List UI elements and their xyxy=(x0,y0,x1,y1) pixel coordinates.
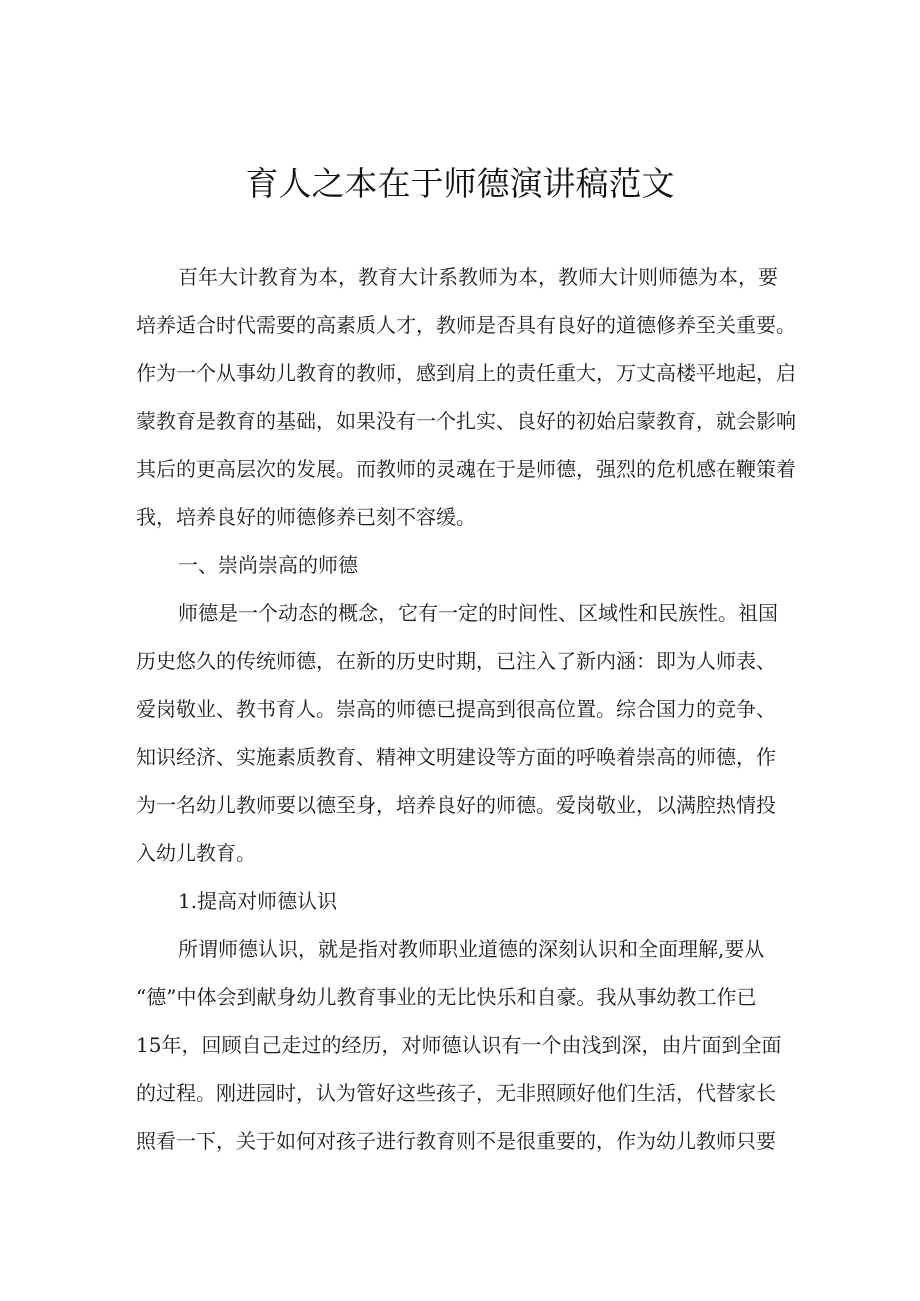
paragraph-line: 历史悠久的传统师德，在新的历史时期，已注入了新内涵：即为人师表、 xyxy=(136,649,776,673)
paragraph-line: “德”中体会到献身幼儿教育事业的无比快乐和自豪。我从事幼教工作已 xyxy=(136,985,757,1009)
paragraph-line: 的过程。刚进园时，认为管好这些孩子，无非照顾好他们生活，代替家长 xyxy=(136,1081,776,1105)
paragraph-line: 15年，回顾自己走过的经历，对师德认识有一个由浅到深，由片面到全面 xyxy=(136,1033,782,1057)
paragraph-line: 其后的更高层次的发展。而教师的灵魂在于是师德，强烈的危机感在鞭策着 xyxy=(136,457,796,481)
paragraph-line: 为一名幼儿教师要以德至身，培养良好的师德。爱岗敬业，以满腔热情投 xyxy=(136,793,776,817)
paragraph-line: 知识经济、实施素质教育、精神文明建设等方面的呼唤着崇高的师德，作 xyxy=(136,745,776,769)
document-title: 育人之本在于师德演讲稿范文 xyxy=(245,164,675,203)
section-heading: 一、崇尚崇高的师德 xyxy=(178,553,358,577)
paragraph-line: 作为一个从事幼儿教育的教师，感到肩上的责任重大，万丈高楼平地起，启 xyxy=(136,361,796,385)
paragraph-line: 我，培养良好的师德修养已刻不容缓。 xyxy=(136,505,476,529)
paragraph-line: 所谓师德认识，就是指对教师职业道德的深刻认识和全面理解,要从 xyxy=(178,937,765,961)
paragraph-line: 入幼儿教育。 xyxy=(136,841,256,865)
subsection-heading: 1.提高对师德认识 xyxy=(178,889,338,913)
paragraph-line: 培养适合时代需要的高素质人才，教师是否具有良好的道德修养至关重要。 xyxy=(136,313,796,337)
paragraph-line: 蒙教育是教育的基础，如果没有一个扎实、良好的初始启蒙教育，就会影响 xyxy=(136,409,796,433)
paragraph-line: 爱岗敬业、教书育人。崇高的师德已提高到很高位置。综合国力的竞争、 xyxy=(136,697,776,721)
paragraph-line: 照看一下，关于如何对孩子进行教育则不是很重要的，作为幼儿教师只要 xyxy=(136,1129,776,1153)
paragraph-line: 师德是一个动态的概念，它有一定的时间性、区域性和民族性。祖国 xyxy=(178,601,778,625)
paragraph-line: 百年大计教育为本，教育大计系教师为本，教师大计则师德为本，要 xyxy=(178,265,778,289)
